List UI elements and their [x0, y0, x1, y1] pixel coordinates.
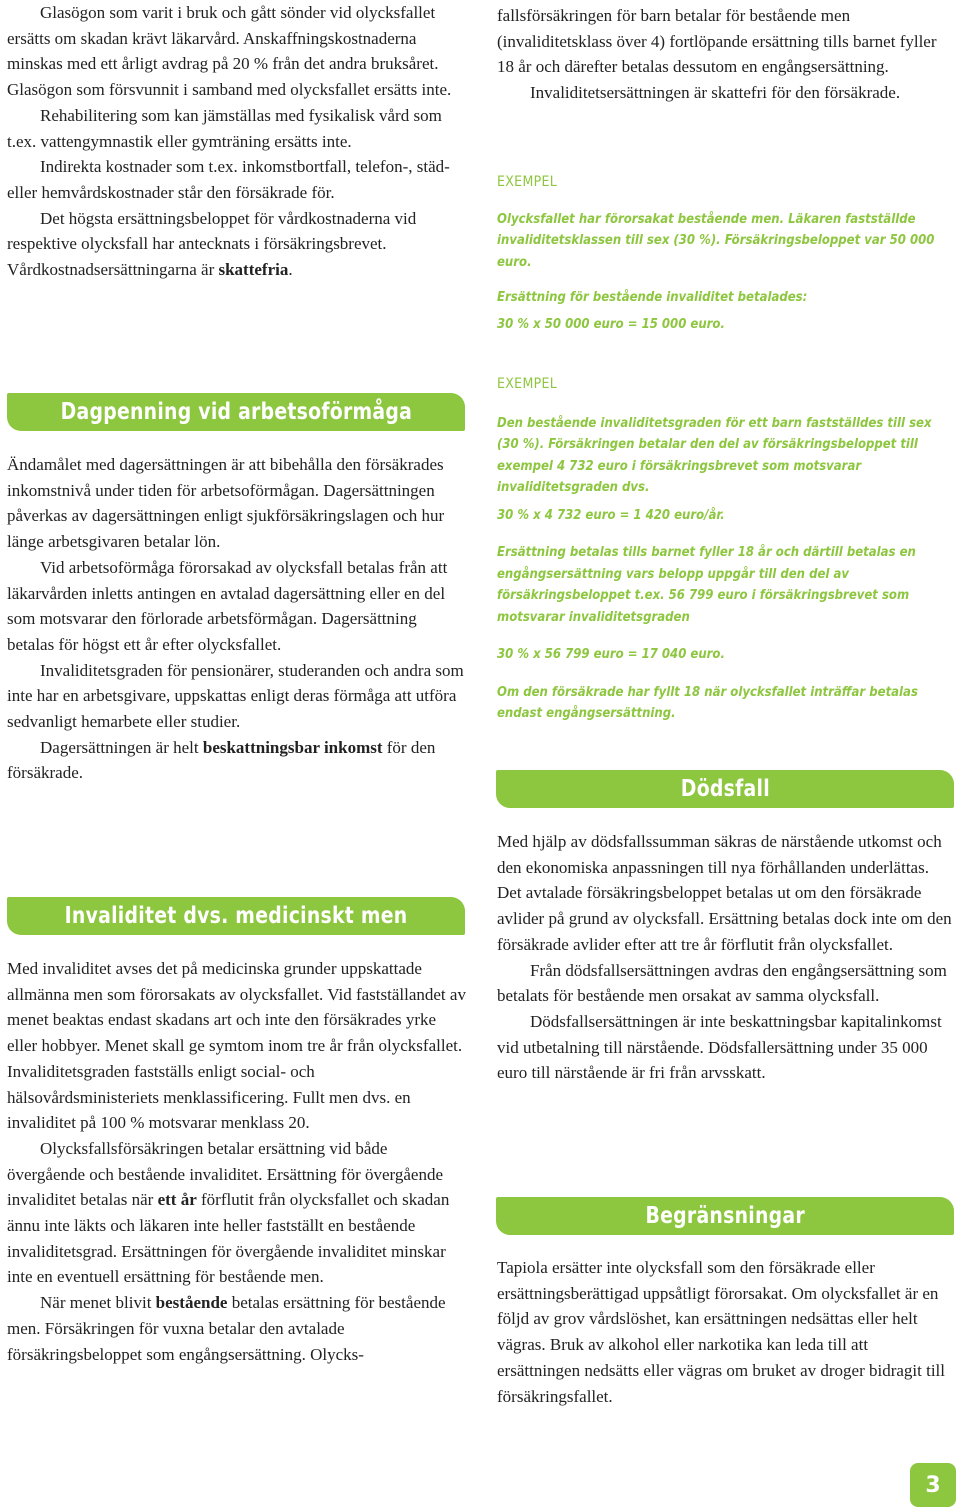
paragraph: fallsförsäkringen för barn betalar för bestående men (invaliditetsklass över 4) fortlöpande ersättning tills barnet fyller 18 år och därefter betalas dessutom en engångsersättning. [497, 6, 937, 77]
example-text: Olycksfallet har förorsakat bestående men. Läkaren fastställde invaliditetsklassen till sex (30 %). Försäkringsbeloppet var 50 000 euro. [497, 211, 935, 270]
paragraph: Indirekta kostnader som t.ex. inkomstbortfall, telefon-, städ- eller hemvårdskostnader står den försäkrade för. [7, 157, 450, 202]
paragraph: Från dödsfallsersättningen avdras den engångsersättning som betalats för bestående men orsakat av samma olycksfall. [497, 960, 947, 1006]
paragraph: Med hjälp av dödsfallssumman säkras de närstående utkomst och den ekonomiska anpassningen till nya förhållanden underlättas. Det avtalade försäkringsbeloppet betalas ut om den försäkrade avlider på grund av olycksfall. Ersättning betalas dock inte om den försäkrade avlider efter att tre år förflutit från olycksfallet. [497, 832, 952, 954]
paragraph: Vid arbetsoförmåga förorsakad av olycksfall betalas från att läkarvården inletts antingen en avtalad dagersättning eller en del som motsvarar den förlorade arbetsförmågan. Dagersättning betalas för högst ett år efter olycksfallet. [7, 557, 448, 654]
heading-begransningar: Begränsningar [496, 1197, 954, 1235]
paragraph: Dödsfallsersättningen är inte beskattningsbar kapitalinkomst vid utbetalning till närstående. Dödsfallersättning under 35 000 euro till närstående är fri från arvsskatt. [497, 1011, 942, 1083]
heading-invaliditet: Invaliditet dvs. medicinskt men [7, 897, 465, 935]
dodsfall-section [497, 829, 955, 1086]
example-calc: 30 % x 50 000 euro = 15 000 euro. [497, 316, 725, 332]
paragraph: Olycksfallsförsäkringen betalar ersättning vid både övergående och bestående invaliditet. Ersättning för övergående invaliditet betalas när ett år förflutit från olycksfallet och skadan ännu inte läkts och läkaren inte heller fastställt en bestående invaliditetsgrad. Ersättningen för övergående invaliditet minskar inte en eventuell ersättning för bestående men. [7, 1138, 450, 1287]
paragraph: När menet blivit bestående betalas ersättning för bestående men. Försäkringen för vuxna betalar den avtalade försäkringsbeloppet som engångsersättning. Olycks- [7, 1293, 446, 1364]
example-title: EXEMPEL [497, 174, 558, 190]
paragraph: Dagersättningen är helt beskattningsbar inkomst för den försäkrade. [7, 737, 436, 783]
paragraph: Invaliditetsersättningen är skattefri för den försäkrade. [530, 83, 901, 103]
paragraph: Rehabilitering som kan jämställas med fysikalisk vård som t.ex. vattengymnastik eller gymträning ersätts inte. [7, 105, 442, 151]
example-text: Om den försäkrade har fyllt 18 när olycksfallet inträffar betalas endast engångsersättning. [497, 684, 918, 721]
intro-section [7, 0, 467, 283]
example-title: EXEMPEL [497, 376, 558, 392]
dagpenning-section [7, 452, 467, 786]
invaliditet-section [7, 956, 467, 1367]
example-2 [497, 374, 957, 725]
begransningar-section [497, 1255, 955, 1409]
example-text: Den bestående invaliditetsgraden för ett barn fastställdes till sex (30 %). Försäkringen betalar den del av försäkringsbeloppet till exempel 4 732 euro i försäkringsbrevet som motsvarar invaliditetsgraden dvs. [497, 415, 932, 495]
example-1 [497, 172, 957, 335]
example-text: Ersättning för bestående invaliditet betalades: [497, 290, 808, 305]
example-text: Ersättning betalas tills barnet fyller 18 år och därtill betalas en engångsersättning vars belopp uppgår till den del av försäkringsbeloppet t.ex. 56 799 euro i försäkringsbrevet som motsvarar invaliditetsgraden [497, 545, 916, 625]
paragraph: Tapiola ersätter inte olycksfall som den försäkrade eller ersättningsberättigad uppsåtligt förorsakat. Om olycksfallet är en följd av grov vårdslöshet, kan ersättningen nedsättas eller helt vägras. Bruk av alkohol eller narkotika kan leda till att ersättningen nedsätts eller vägras om bruket av droger bidragit till försäkringsfallet. [497, 1258, 946, 1406]
paragraph: Glasögon som varit i bruk och gått sönder vid olycksfallet ersätts om skadan krävt läkarvård. Anskaffningskostnaderna minskas med ett årligt avdrag på 20 % från det andra bruksåret. Glasögon som försvunnit i samband med olycksfallet ersätts inte. [7, 3, 452, 100]
paragraph: Invaliditetsgraden för pensionärer, studeranden och andra som inte har en arbetsgivare, uppskattas enligt deras förmåga att utföra sedvanligt hemarbete eller studier. [7, 660, 464, 732]
paragraph: Det högsta ersättningsbeloppet för vårdkostnaderna vid respektive olycksfall har antecknats i försäkringsbrevet. Vårdkostnadsersättningarna är skattefria. [7, 208, 417, 280]
right-continuation [497, 3, 955, 106]
paragraph: Med invaliditet avses det på medicinska grunder uppskattade allmänna men som förorsakats av olycksfallet. Vid fastställandet av menet beaktas endast skadans art och inte den försäkrades yrke eller hobbyer. Menet skall ge symtom inom tre år från olycksfallet. Invaliditetsgraden fastställs enligt social- och hälsovårdsministeriets menklassificering. Fullt men dvs. en invaliditet på 100 % motsvarar menklass 20. [7, 959, 466, 1133]
example-calc: 30 % x 4 732 euro = 1 420 euro/år. [497, 507, 725, 523]
heading-dagpenning: Dagpenning vid arbetsoförmåga [7, 393, 465, 431]
page-number: 3 [910, 1463, 956, 1507]
paragraph: Ändamålet med dagersättningen är att bibehålla den försäkrades inkomstnivå under tiden för arbetsoförmågan. Dagersättningen påverkas av dagersättningen enligt sjukförsäkringslagen och hur länge arbetsgivaren betalar lön. [7, 455, 445, 552]
example-calc: 30 % x 56 799 euro = 17 040 euro. [497, 647, 725, 662]
heading-dodsfall: Dödsfall [496, 770, 954, 808]
